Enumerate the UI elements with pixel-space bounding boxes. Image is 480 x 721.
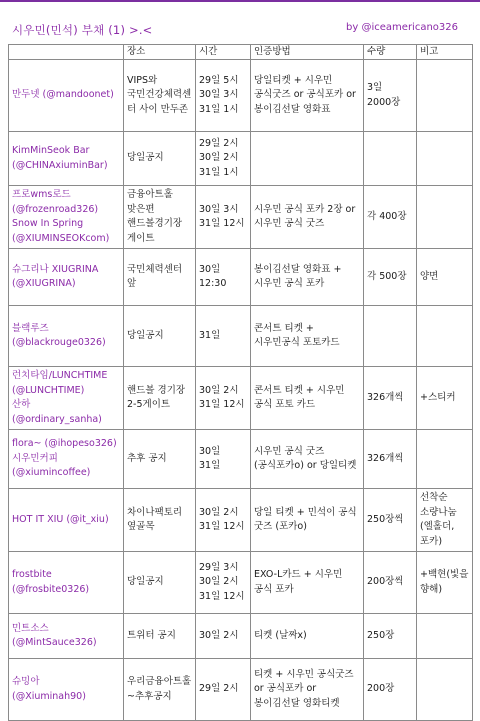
cafe-name-cell-line: (@Xiuminah90) — [12, 690, 86, 702]
quantity-cell-line: 250장씩 — [367, 513, 404, 525]
cafe-name-cell — [9, 614, 124, 659]
place-cell-line: 트위터 공지 — [127, 629, 176, 641]
place-cell-line: 우리금융아트홀 ~추후공지 — [127, 676, 192, 702]
table-header-row — [9, 45, 473, 60]
time-cell-line: 31일 — [199, 329, 221, 341]
place-cell — [124, 552, 196, 614]
time-cell — [196, 614, 251, 659]
quantity-cell-line: 3일 — [367, 82, 383, 93]
place-cell — [124, 60, 196, 132]
time-cell-line: 30일 2시 — [199, 384, 239, 396]
column-header-place: 장소 — [124, 45, 196, 60]
place-cell — [124, 659, 196, 721]
cafe-name-cell-line: flora~ (@ihopeso326) — [12, 438, 117, 450]
place-cell-line: 당일공지 — [127, 329, 164, 341]
note-cell — [417, 60, 473, 132]
place-cell-line: 차이나팩토리 옆골목 — [127, 506, 183, 532]
time-cell-line: 30일 2시 — [199, 152, 239, 164]
quantity-cell — [364, 489, 417, 552]
cafe-name-cell-line: 만두넷 (@mandoonet) — [12, 89, 114, 101]
column-header-method: 인증방법 — [251, 45, 364, 60]
place-cell-line: 당일공지 — [127, 576, 164, 588]
cafe-name-cell-line: (@frosbite0326) — [12, 583, 90, 595]
note-cell — [417, 430, 473, 489]
verification-method-cell — [251, 249, 364, 306]
verification-method-cell-line: 콘서트 티켓 + 시우민 공식 포토 카드 — [254, 384, 345, 410]
author-credit: by @iceamericano326 — [346, 22, 458, 33]
verification-method-cell-line: 티켓 + 시우민 공식굿즈 or 공식포카 or 봉이김선달 영화티켓 — [254, 668, 354, 709]
time-cell-line: 30일 3시 — [199, 203, 239, 215]
time-cell-line: 31일 1시 — [199, 103, 239, 115]
quantity-cell — [364, 132, 417, 186]
verification-method-cell — [251, 614, 364, 659]
cafe-name-cell-line: KimMinSeok Bar — [12, 145, 90, 156]
cafe-name-cell — [9, 186, 124, 249]
time-cell-line: 30일 2시 — [199, 576, 239, 588]
verification-method-cell — [251, 306, 364, 367]
time-cell-line: 31일 — [199, 460, 221, 471]
verification-method-cell — [251, 186, 364, 249]
table-row — [9, 659, 473, 721]
note-cell — [417, 249, 473, 306]
cafe-name-cell — [9, 367, 124, 430]
quantity-cell-line: 250장 — [367, 629, 395, 641]
note-cell — [417, 552, 473, 614]
cafe-name-cell-line: 민트소스 — [12, 622, 49, 634]
note-cell-line: 선착순 소량나눔(엘홀더, 포카) — [420, 492, 457, 547]
table-row — [9, 552, 473, 614]
quantity-cell-line: 326개씩 — [367, 391, 404, 403]
cafe-name-cell — [9, 489, 124, 552]
place-cell — [124, 249, 196, 306]
note-cell-line: +백현(빛을 향해) — [420, 569, 469, 595]
note-cell — [417, 186, 473, 249]
cafe-name-cell-line: (@frozenroad326) — [12, 203, 99, 215]
table-row — [9, 489, 473, 552]
time-cell-line: 30일 3시 — [199, 89, 239, 101]
quantity-cell — [364, 552, 417, 614]
time-cell — [196, 489, 251, 552]
column-header-cafe — [9, 45, 124, 60]
time-cell — [196, 60, 251, 132]
time-cell-line: 29일 2시 — [199, 683, 239, 695]
verification-method-cell — [251, 430, 364, 489]
time-cell — [196, 430, 251, 489]
cafe-name-cell — [9, 306, 124, 367]
time-cell-line: 31일 12시 — [199, 218, 245, 229]
verification-method-cell — [251, 659, 364, 721]
verification-method-cell-line: 시우민 공식 굿즈 (공식포카o) or 당일티켓 — [254, 445, 357, 471]
cafe-name-cell-line: (@CHINAxiuminBar) — [12, 159, 108, 171]
cafe-name-cell-line: (@MintSauce326) — [12, 637, 97, 648]
time-cell-line: 30일 12:30 — [199, 263, 227, 289]
time-cell-line: 31일 12시 — [199, 521, 245, 532]
cafe-name-cell — [9, 249, 124, 306]
cafe-name-cell — [9, 552, 124, 614]
cafe-name-cell-line: 슈밍아 — [12, 676, 40, 687]
cafe-name-cell-line: 시우민커피 — [12, 452, 58, 464]
quantity-cell — [364, 614, 417, 659]
quantity-cell — [364, 306, 417, 367]
table-row — [9, 132, 473, 186]
verification-method-cell — [251, 552, 364, 614]
cafe-name-cell — [9, 132, 124, 186]
cafe-name-cell-line: (@XIUMINSEOKcom) — [12, 232, 110, 244]
cafe-name-cell-line: 슈그리나 XIUGRINA — [12, 263, 99, 275]
cafe-name-cell-line: 프로wms로드 — [12, 189, 71, 200]
quantity-cell — [364, 367, 417, 430]
quantity-cell-line: 각 500장 — [367, 270, 407, 282]
table-row — [9, 614, 473, 659]
cafe-name-cell — [9, 430, 124, 489]
time-cell-line: 30일 2시 — [199, 506, 239, 518]
quantity-cell-line: 200장씩 — [367, 576, 404, 588]
place-cell-line: 당일공지 — [127, 152, 164, 164]
verification-method-cell-line: 콘서트 티켓 + 시우민공식 포토카드 — [254, 322, 340, 348]
note-cell — [417, 489, 473, 552]
table-row — [9, 367, 473, 430]
cafe-name-cell-line: Snow In Spring — [12, 218, 84, 229]
fan-fan-distribution-table — [8, 44, 473, 721]
place-cell — [124, 614, 196, 659]
place-cell-line: 핸드볼 경기장 2-5게이트 — [127, 384, 186, 410]
quantity-cell-line: 각 400장 — [367, 210, 407, 222]
place-cell — [124, 367, 196, 430]
verification-method-cell-line: 봉이김선달 영화표 + 시우민 공식 포카 — [254, 263, 342, 289]
time-cell — [196, 367, 251, 430]
cafe-name-cell-line: 산하(@ordinary_sanha) — [12, 399, 102, 425]
place-cell — [124, 132, 196, 186]
verification-method-cell-line: 당일티켓 + 시우민 공식굿즈 or 공식포카 or 봉이김선달 영화표 — [254, 74, 356, 115]
cafe-name-cell — [9, 659, 124, 721]
note-cell — [417, 132, 473, 186]
note-cell-line: +스티커 — [420, 391, 456, 403]
page-header — [12, 22, 472, 42]
time-cell-line: 30일 2시 — [199, 629, 239, 641]
table-row — [9, 60, 473, 132]
verification-method-cell — [251, 60, 364, 132]
quantity-cell — [364, 60, 417, 132]
table-row — [9, 430, 473, 489]
place-cell-line: 추후 공지 — [127, 452, 167, 464]
quantity-cell-line: 326개씩 — [367, 452, 404, 464]
cafe-name-cell-line: (@blackrouge0326) — [12, 337, 106, 348]
verification-method-cell-line: EXO-L카드 + 시우민 공식 포카 — [254, 569, 343, 595]
quantity-cell — [364, 186, 417, 249]
time-cell-line: 30일 — [199, 445, 221, 457]
verification-method-cell — [251, 489, 364, 552]
note-cell — [417, 614, 473, 659]
place-cell — [124, 306, 196, 367]
time-cell — [196, 249, 251, 306]
verification-method-cell-line: 시우민 공식 포카 2장 or 시우민 공식 굿즈 — [254, 203, 356, 229]
verification-method-cell-line: 당일 티켓 + 민석이 공식 굿즈 (포카o) — [254, 506, 357, 532]
column-header-note: 비고 — [417, 45, 473, 60]
page-title: 시우민(민석) 부채 (1) >.< — [12, 23, 153, 37]
time-cell-line: 31일 12시 — [199, 590, 245, 602]
table-row — [9, 186, 473, 249]
verification-method-cell-line: 티켓 (날짜x) — [254, 629, 307, 641]
cafe-name-cell-line: frostbite — [12, 569, 52, 580]
time-cell — [196, 186, 251, 249]
place-cell-line: VIPS와 국민건강체력센터 사이 만두존 — [127, 74, 192, 115]
time-cell — [196, 132, 251, 186]
time-cell-line: 31일 1시 — [199, 166, 239, 178]
table-row — [9, 249, 473, 306]
time-cell-line: 29일 5시 — [199, 74, 239, 86]
place-cell-line: 국민체력센터 앞 — [127, 263, 183, 289]
quantity-cell — [364, 249, 417, 306]
time-cell-line: 29일 3시 — [199, 561, 239, 573]
cafe-name-cell-line: (@LUNCHTIME) — [12, 384, 85, 396]
time-cell — [196, 552, 251, 614]
cafe-name-cell-line: (@xiumincoffee) — [12, 467, 91, 479]
time-cell — [196, 306, 251, 367]
quantity-cell-line: 2000장 — [367, 96, 401, 108]
quantity-cell-line: 200장 — [367, 683, 395, 695]
column-header-time: 시간 — [196, 45, 251, 60]
time-cell-line: 29일 2시 — [199, 137, 239, 149]
column-header-qty: 수량 — [364, 45, 417, 60]
place-cell — [124, 489, 196, 552]
cafe-name-cell — [9, 60, 124, 132]
time-cell-line: 31일 12시 — [199, 399, 245, 410]
verification-method-cell — [251, 132, 364, 186]
note-cell — [417, 367, 473, 430]
time-cell — [196, 659, 251, 721]
cafe-name-cell-line: HOT IT XIU (@it_xiu) — [12, 513, 109, 525]
note-cell-line: 양면 — [420, 270, 439, 282]
cafe-name-cell-line: 블랙루즈 — [12, 322, 49, 334]
cafe-name-cell-line: (@XIUGRINA) — [12, 278, 76, 289]
place-cell-line: 금융아트홀 맞은편 핸드볼경기장 게이트 — [127, 189, 183, 244]
table-row — [9, 306, 473, 367]
note-cell — [417, 306, 473, 367]
quantity-cell — [364, 430, 417, 489]
place-cell — [124, 430, 196, 489]
quantity-cell — [364, 659, 417, 721]
top-accent-line — [0, 0, 480, 2]
verification-method-cell — [251, 367, 364, 430]
place-cell — [124, 186, 196, 249]
cafe-name-cell-line: 런치타임/LUNCHTIME — [12, 370, 108, 381]
note-cell — [417, 659, 473, 721]
